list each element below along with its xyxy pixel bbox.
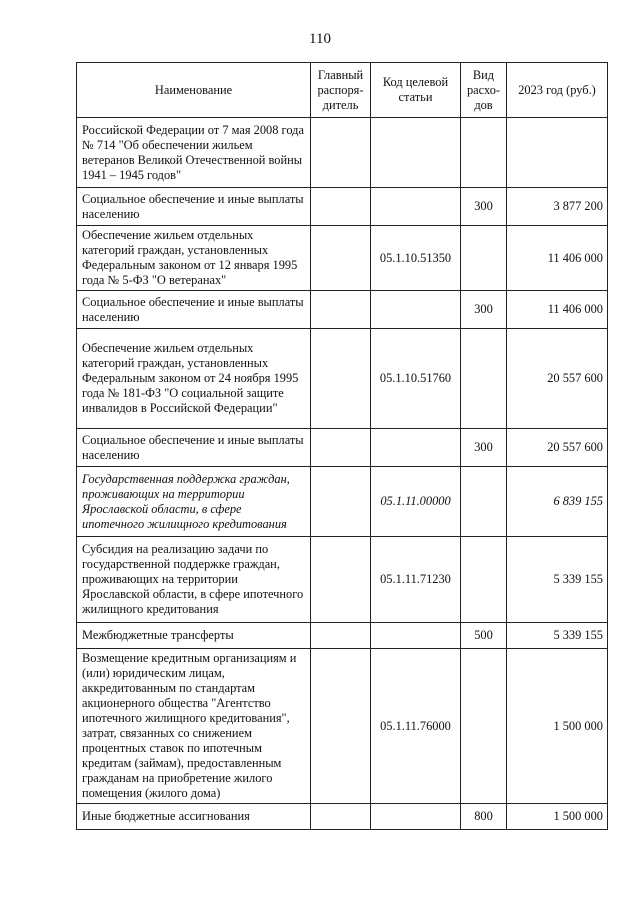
row-name-cell: Социальное обеспечение и иные выплаты населению <box>77 429 311 467</box>
row-expense-type-cell <box>461 226 507 291</box>
row-administrator-cell <box>311 649 371 804</box>
row-expense-type-cell: 300 <box>461 429 507 467</box>
row-amount-cell: 20 557 600 <box>507 329 608 429</box>
row-expense-type-cell: 300 <box>461 291 507 329</box>
row-target-code-cell: 05.1.10.51350 <box>371 226 461 291</box>
row-name-cell: Обеспечение жильем отдельных категорий граждан, установленных Федеральным законом от 24 ноября 1995 года № 181-ФЗ "О социальной защите инвалидов в Российской Федерации" <box>77 329 311 429</box>
row-amount-cell: 20 557 600 <box>507 429 608 467</box>
row-administrator-cell <box>311 226 371 291</box>
row-name-cell: Обеспечение жильем отдельных категорий граждан, установленных Федеральным законом от 12 января 1995 года № 5-ФЗ "О ветеранах" <box>77 226 311 291</box>
row-target-code-cell: 05.1.11.76000 <box>371 649 461 804</box>
row-expense-type-cell <box>461 537 507 623</box>
row-administrator-cell <box>311 804 371 830</box>
table-header-row <box>77 63 608 118</box>
row-expense-type-cell: 500 <box>461 623 507 649</box>
budget-table <box>76 62 608 830</box>
row-administrator-cell <box>311 329 371 429</box>
row-amount-cell: 5 339 155 <box>507 537 608 623</box>
row-amount-cell: 3 877 200 <box>507 188 608 226</box>
row-target-code-cell <box>371 429 461 467</box>
row-expense-type-cell <box>461 649 507 804</box>
row-name-cell: Возмещение кредитным организациям и (или) юридическим лицам, аккредитованным по стандартам акционерного общества "Агентство ипотечного жилищного кредитования", затрат, связанных со снижением процентных ставок по ипотечным кредитам (займам), предоставленным гражданам на приобретение жилого помещения (жилого дома) <box>77 649 311 804</box>
row-administrator-cell <box>311 537 371 623</box>
table-row <box>77 804 608 830</box>
row-expense-type-cell: 800 <box>461 804 507 830</box>
row-administrator-cell <box>311 623 371 649</box>
row-amount-cell: 11 406 000 <box>507 226 608 291</box>
row-administrator-cell <box>311 429 371 467</box>
page-number: 110 <box>309 31 331 47</box>
row-target-code-cell <box>371 804 461 830</box>
table-row <box>77 291 608 329</box>
row-expense-type-cell <box>461 467 507 537</box>
row-amount-cell: 1 500 000 <box>507 649 608 804</box>
table-row <box>77 537 608 623</box>
row-name-cell: Социальное обеспечение и иные выплаты населению <box>77 291 311 329</box>
table-row <box>77 329 608 429</box>
row-administrator-cell <box>311 188 371 226</box>
row-amount-cell: 5 339 155 <box>507 623 608 649</box>
table-row <box>77 226 608 291</box>
row-expense-type-cell: 300 <box>461 188 507 226</box>
table-row <box>77 118 608 188</box>
row-administrator-cell <box>311 467 371 537</box>
header-amount: 2023 год (руб.) <box>507 63 608 118</box>
header-expense-type: Вид расхо-дов <box>461 63 507 118</box>
row-name-cell: Российской Федерации от 7 мая 2008 года № 714 "Об обеспечении жильем ветеранов Великой Отечественной войны 1941 – 1945 годов" <box>77 118 311 188</box>
row-name-cell: Межбюджетные трансферты <box>77 623 311 649</box>
row-amount-cell <box>507 118 608 188</box>
row-administrator-cell <box>311 291 371 329</box>
table-row <box>77 623 608 649</box>
table-row <box>77 429 608 467</box>
row-target-code-cell <box>371 291 461 329</box>
row-name-cell: Государственная поддержка граждан, проживающих на территории Ярославской области, в сфере ипотечного жилищного кредитования <box>77 467 311 537</box>
table-row <box>77 188 608 226</box>
header-name: Наименование <box>77 63 311 118</box>
row-name-cell: Социальное обеспечение и иные выплаты населению <box>77 188 311 226</box>
row-amount-cell: 1 500 000 <box>507 804 608 830</box>
row-target-code-cell <box>371 623 461 649</box>
row-name-cell: Иные бюджетные ассигнования <box>77 804 311 830</box>
header-target-code: Код целевой статьи <box>371 63 461 118</box>
row-amount-cell: 6 839 155 <box>507 467 608 537</box>
row-expense-type-cell <box>461 329 507 429</box>
row-administrator-cell <box>311 118 371 188</box>
row-name-cell: Субсидия на реализацию задачи по государственной поддержке граждан, проживающих на территории Ярославской области, в сфере ипотечного жилищного кредитования <box>77 537 311 623</box>
row-target-code-cell <box>371 188 461 226</box>
row-target-code-cell: 05.1.11.71230 <box>371 537 461 623</box>
row-target-code-cell <box>371 118 461 188</box>
row-expense-type-cell <box>461 118 507 188</box>
row-amount-cell: 11 406 000 <box>507 291 608 329</box>
row-target-code-cell: 05.1.10.51760 <box>371 329 461 429</box>
row-target-code-cell: 05.1.11.00000 <box>371 467 461 537</box>
table-row <box>77 649 608 804</box>
table-row <box>77 467 608 537</box>
header-administrator: Главный распоря-дитель <box>311 63 371 118</box>
